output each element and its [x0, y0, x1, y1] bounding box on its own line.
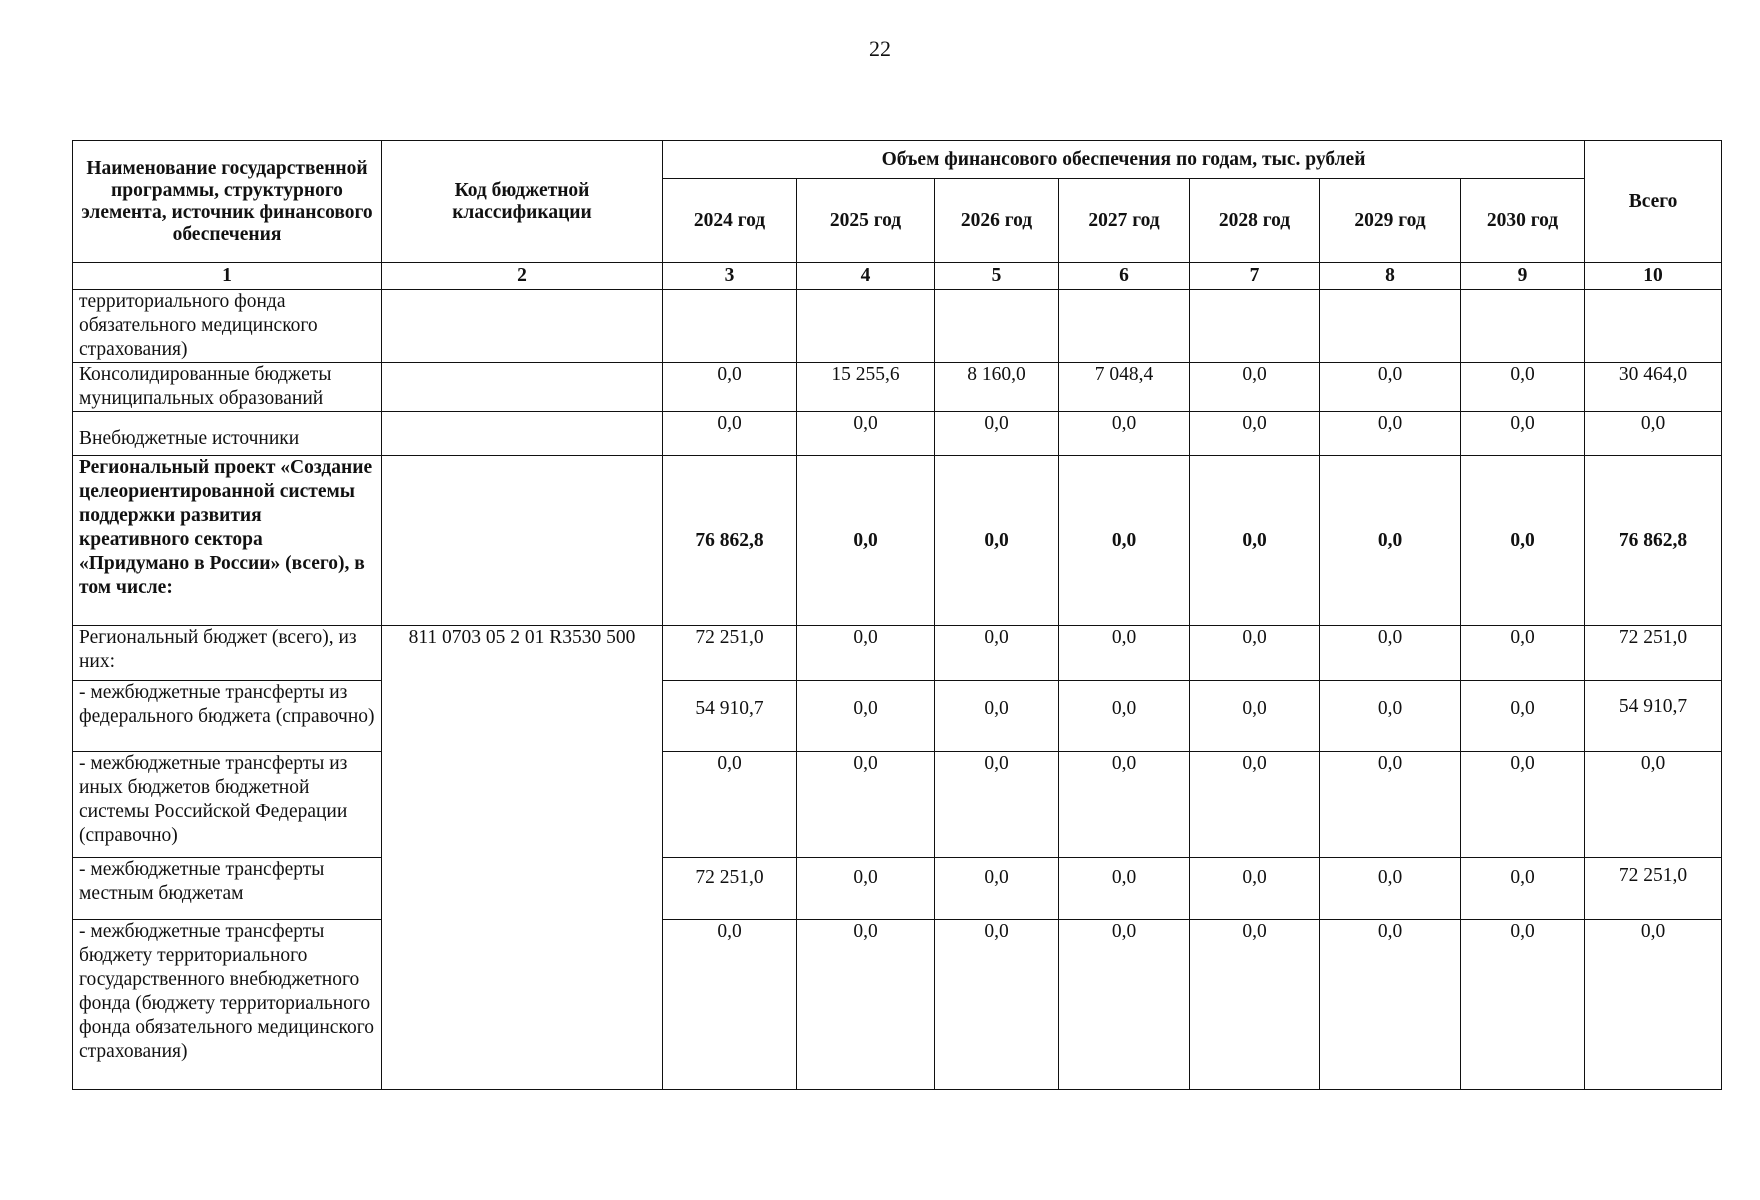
table-row — [73, 920, 1722, 1090]
value-2028: 0,0 — [1190, 456, 1320, 626]
value-2027: 0,0 — [1059, 752, 1190, 858]
value-2029: 0,0 — [1320, 412, 1461, 456]
value-2027: 0,0 — [1059, 858, 1190, 920]
value-2030: 0,0 — [1461, 412, 1585, 456]
value-2028: 0,0 — [1190, 858, 1320, 920]
value-2024: 72 251,0 — [663, 626, 797, 681]
value-2028: 0,0 — [1190, 363, 1320, 412]
value-2026: 0,0 — [935, 681, 1059, 752]
value-2030: 0,0 — [1461, 858, 1585, 920]
value-2025: 0,0 — [797, 456, 935, 626]
table-row — [73, 681, 1722, 752]
column-number: 4 — [797, 263, 935, 290]
value-2025: 0,0 — [797, 752, 935, 858]
row-name: - межбюджетные трансферты из иных бюджетов бюджетной системы Российской Федерации (справочно) — [73, 752, 382, 858]
value-2029: 0,0 — [1320, 858, 1461, 920]
shared-budget-code: 811 0703 05 2 01 R3530 500 — [382, 626, 663, 1090]
value-2025: 0,0 — [797, 626, 935, 681]
value-2028: 0,0 — [1190, 920, 1320, 1090]
header-year-2030: 2030 год — [1461, 179, 1585, 263]
table-row-project — [73, 456, 1722, 626]
row-name: - межбюджетные трансферты из федерального бюджета (справочно) — [73, 681, 382, 752]
value-2026: 0,0 — [935, 920, 1059, 1090]
row-name: Региональный проект «Создание целеориентированной системы поддержки развития креативного сектора «Придумано в России» (всего), в том числе: — [73, 456, 382, 626]
value-2027: 0,0 — [1059, 626, 1190, 681]
row-code — [382, 412, 663, 456]
table-row — [73, 752, 1722, 858]
value-total: 54 910,7 — [1585, 681, 1722, 752]
value-2030: 0,0 — [1461, 456, 1585, 626]
value-2028: 0,0 — [1190, 752, 1320, 858]
column-number: 6 — [1059, 263, 1190, 290]
header-year-2028: 2028 год — [1190, 179, 1320, 263]
value-2024: 76 862,8 — [663, 456, 797, 626]
value-2025: 0,0 — [797, 412, 935, 456]
row-code — [382, 456, 663, 626]
value-2028: 0,0 — [1190, 681, 1320, 752]
value-total: 76 862,8 — [1585, 456, 1722, 626]
value-2029: 0,0 — [1320, 363, 1461, 412]
value-2026: 0,0 — [935, 626, 1059, 681]
row-code — [382, 290, 663, 363]
value-total: 72 251,0 — [1585, 626, 1722, 681]
value-2028 — [1190, 290, 1320, 363]
value-2030: 0,0 — [1461, 752, 1585, 858]
column-number: 5 — [935, 263, 1059, 290]
header-name: Наименование государственной программы, структурного элемента, источник финансового обеспечения — [73, 141, 382, 263]
value-2027: 0,0 — [1059, 412, 1190, 456]
value-2026: 0,0 — [935, 752, 1059, 858]
value-2029: 0,0 — [1320, 626, 1461, 681]
column-number: 7 — [1190, 263, 1320, 290]
value-2030 — [1461, 290, 1585, 363]
value-2025: 0,0 — [797, 920, 935, 1090]
column-number: 2 — [382, 263, 663, 290]
value-2030: 0,0 — [1461, 920, 1585, 1090]
value-2029: 0,0 — [1320, 920, 1461, 1090]
value-2024: 0,0 — [663, 363, 797, 412]
value-2026 — [935, 290, 1059, 363]
row-name: - межбюджетные трансферты местным бюджетам — [73, 858, 382, 920]
column-number: 3 — [663, 263, 797, 290]
row-name: Консолидированные бюджеты муниципальных образований — [73, 363, 382, 412]
value-2029 — [1320, 290, 1461, 363]
table-row — [73, 290, 1722, 363]
row-code — [382, 363, 663, 412]
value-2024: 0,0 — [663, 412, 797, 456]
value-2029: 0,0 — [1320, 752, 1461, 858]
row-name: Внебюджетные источники — [73, 412, 382, 456]
funding-table — [72, 140, 1722, 1090]
value-2025: 0,0 — [797, 681, 935, 752]
value-2024: 72 251,0 — [663, 858, 797, 920]
value-2029: 0,0 — [1320, 456, 1461, 626]
header-year-2026: 2026 год — [935, 179, 1059, 263]
header-code: Код бюджетной классификации — [382, 141, 663, 263]
value-total: 0,0 — [1585, 920, 1722, 1090]
value-2025: 15 255,6 — [797, 363, 935, 412]
value-2025 — [797, 290, 935, 363]
value-2030: 0,0 — [1461, 363, 1585, 412]
row-name: - межбюджетные трансферты бюджету территориального государственного внебюджетного фонда (бюджету территориального фонда обязательного медицинского страхования) — [73, 920, 382, 1090]
value-2030: 0,0 — [1461, 681, 1585, 752]
value-total: 0,0 — [1585, 412, 1722, 456]
value-2029: 0,0 — [1320, 681, 1461, 752]
value-2026: 0,0 — [935, 858, 1059, 920]
header-volume-group: Объем финансового обеспечения по годам, тыс. рублей — [663, 141, 1585, 179]
table-row — [73, 363, 1722, 412]
page-number: 22 — [869, 36, 891, 61]
header-row-1 — [73, 141, 1722, 179]
value-2025: 0,0 — [797, 858, 935, 920]
value-2024 — [663, 290, 797, 363]
value-2030: 0,0 — [1461, 626, 1585, 681]
table-row — [73, 858, 1722, 920]
value-2026: 0,0 — [935, 456, 1059, 626]
value-total: 72 251,0 — [1585, 858, 1722, 920]
header-year-2024: 2024 год — [663, 179, 797, 263]
value-total — [1585, 290, 1722, 363]
column-number: 10 — [1585, 263, 1722, 290]
value-2027: 0,0 — [1059, 456, 1190, 626]
table-row — [73, 626, 1722, 681]
value-2027: 0,0 — [1059, 920, 1190, 1090]
value-2024: 0,0 — [663, 920, 797, 1090]
value-total: 30 464,0 — [1585, 363, 1722, 412]
value-2024: 54 910,7 — [663, 681, 797, 752]
value-2027 — [1059, 290, 1190, 363]
value-2028: 0,0 — [1190, 626, 1320, 681]
column-number: 8 — [1320, 263, 1461, 290]
header-year-2027: 2027 год — [1059, 179, 1190, 263]
value-2026: 0,0 — [935, 412, 1059, 456]
header-year-2025: 2025 год — [797, 179, 935, 263]
value-total: 0,0 — [1585, 752, 1722, 858]
value-2027: 7 048,4 — [1059, 363, 1190, 412]
value-2026: 8 160,0 — [935, 363, 1059, 412]
value-2028: 0,0 — [1190, 412, 1320, 456]
column-number: 1 — [73, 263, 382, 290]
header-year-2029: 2029 год — [1320, 179, 1461, 263]
row-name: Региональный бюджет (всего), из них: — [73, 626, 382, 681]
value-2027: 0,0 — [1059, 681, 1190, 752]
row-name: территориального фонда обязательного медицинского страхования) — [73, 290, 382, 363]
column-number: 9 — [1461, 263, 1585, 290]
header-total: Всего — [1585, 141, 1722, 263]
value-2024: 0,0 — [663, 752, 797, 858]
table-row — [73, 412, 1722, 456]
column-number-row — [73, 263, 1722, 290]
